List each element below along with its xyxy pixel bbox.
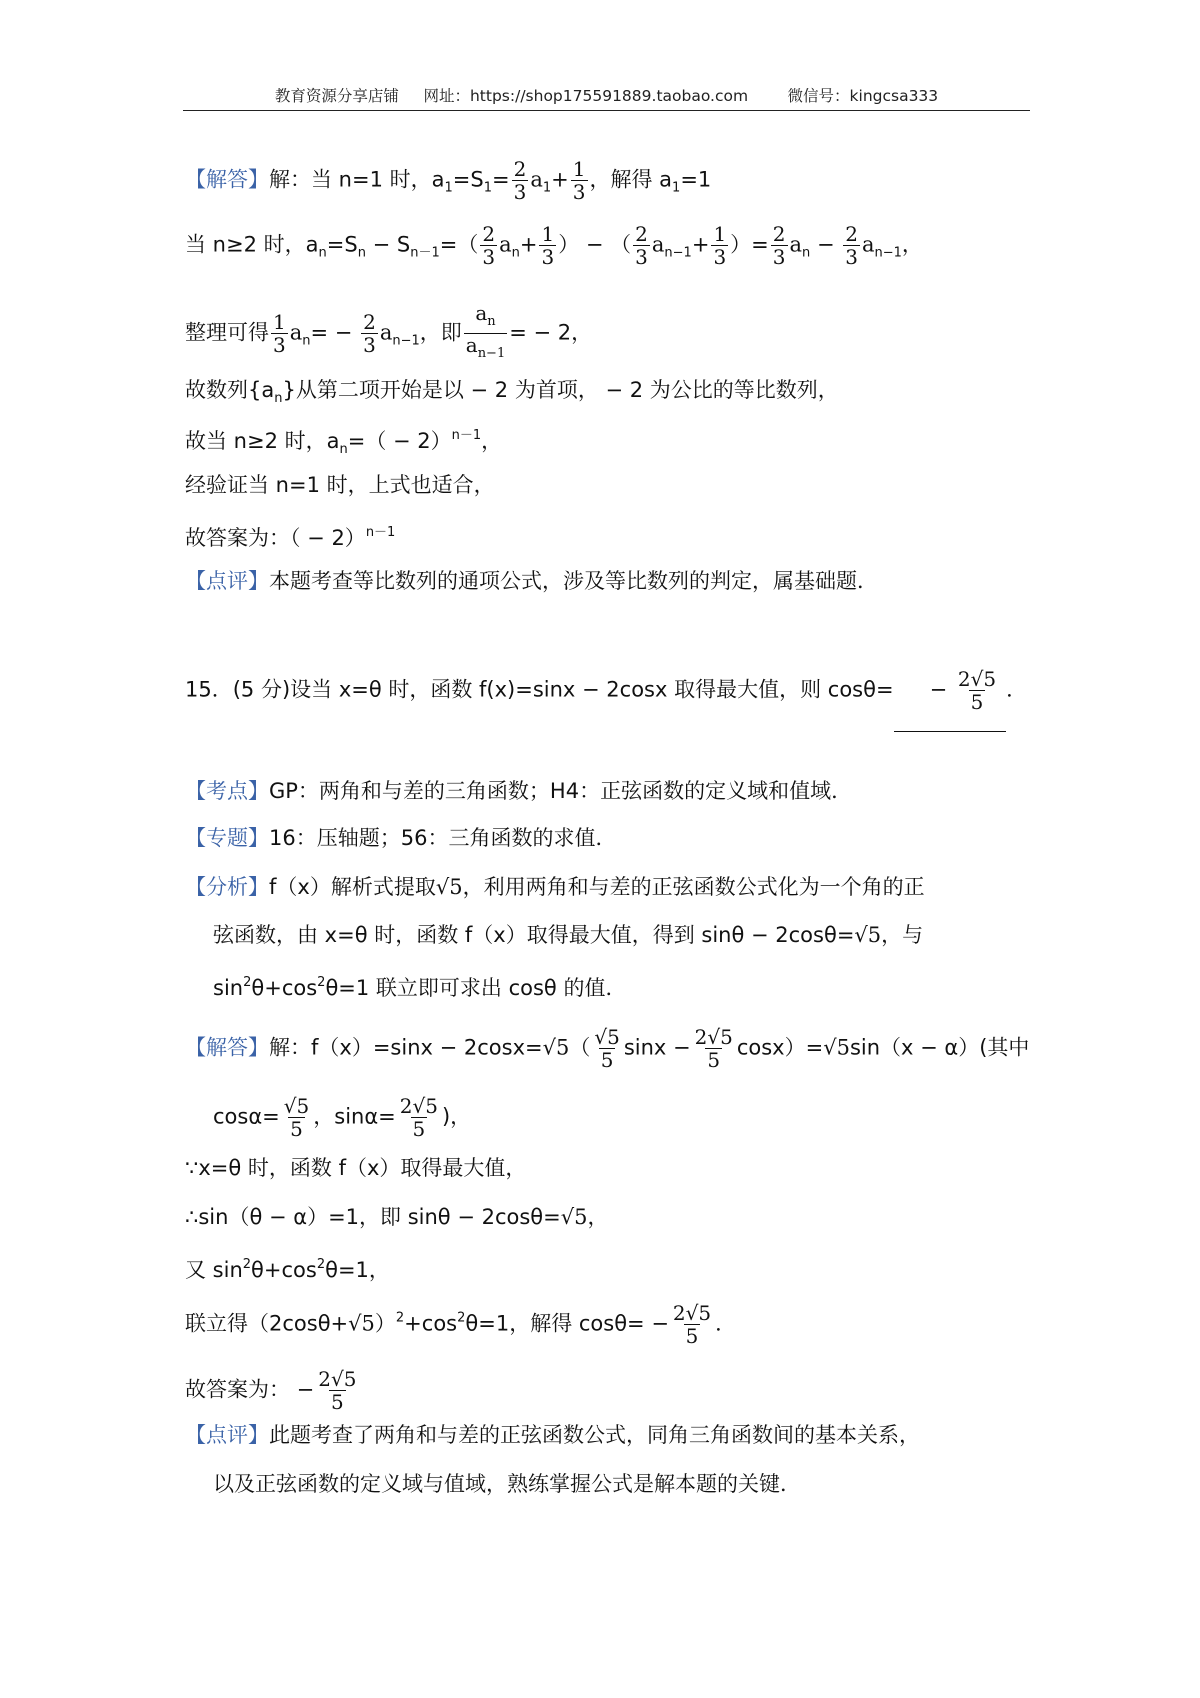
answer-blank: − $\frac{2√5}{5}$: [894, 668, 1007, 732]
q15-comment-line2: 以及正弦函数的定义域与值域，熟练掌握公式是解本题的关键．: [213, 1472, 801, 1496]
fraction: $\frac{2}{3}$: [482, 222, 496, 269]
fraction: $\frac{1}{3}$: [713, 222, 727, 269]
fraction: $\frac{2}{3}$: [845, 222, 858, 269]
q14-answer-line7: 故答案为：（ − 2）$^{n-1}$: [185, 525, 396, 550]
fraction: $\frac{2}{3}$: [363, 310, 376, 357]
q14-answer-line5: 故当 n≥2 时，$a_n=( - 2)^{n-1}$，: [185, 428, 503, 457]
fraction: $\frac{2}{3}$: [772, 222, 786, 269]
q15-answer-line2: cosα= $\frac{√5}{5}$ ，sinα= $\frac{2√5}{5}$ )，: [213, 1094, 472, 1141]
fraction: $\frac{2√5}{5}$: [399, 1094, 438, 1141]
fraction: $\frac{2√5}{5}$: [672, 1301, 712, 1348]
q15-zhuanti: 【专题】16：压轴题；56：三角函数的求值．: [185, 826, 617, 850]
fraction: $\frac{2}{3}$: [635, 222, 648, 269]
q14-answer-line6: 经验证当 n=1 时，上式也适合，: [185, 473, 495, 497]
q15-answer-line1: 【解答】解：f（x）=sinx − 2cosx=√5（ $\frac{√5}{5}$ sinx − $\frac{2√5}{5}$ cosx）=√5sin（x − α）(其中: [185, 1025, 1030, 1072]
page-header: [183, 84, 1030, 106]
q14-answer-line3: 整理可得 $\frac{1}{3}$ $a_n=$ − $\frac{2}{3}$ $a_{n-1}$，即 $\frac{a_n}{a_{n-1}}$ = − 2，: [185, 302, 592, 365]
fraction: $\frac{2√5}{5}$: [957, 667, 997, 714]
fenxi-tag: 【分析】: [185, 875, 269, 899]
dianping-tag: 【点评】: [185, 569, 269, 593]
q15-answer-line4: ∴sin（θ − α）=1，即 sinθ − 2cosθ=√5，: [185, 1205, 609, 1229]
fraction: $\frac{1}{3}$: [541, 222, 555, 269]
fraction: $\frac{2√5}{5}$: [318, 1367, 357, 1414]
q15-comment-line1: 【点评】此题考查了两角和与差的正弦函数公式，同角三角函数间的基本关系，: [185, 1423, 920, 1447]
shop-url[interactable]: https://shop175591889.taobao.com: [469, 87, 749, 105]
q15-answer-line6: 联立得$(2\cos\theta+√5)^2+\cos^2\theta=1$，解得 cosθ= − $\frac{2√5}{5}$ ．: [185, 1301, 737, 1348]
q15-fenxi-line1: 【分析】f（x）解析式提取√5，利用两角和与差的正弦函数公式化为一个角的正: [185, 875, 925, 899]
q15-question: 15．(5 分)设当 x=θ 时，函数 f(x)=sinx − 2cosx 取得最大值，则 cosθ= − $\frac{2√5}{5}$ ．: [185, 668, 1027, 732]
q15-answer-line5: 又 $\sin^2\theta+\cos^2\theta=1$，: [185, 1257, 390, 1282]
fraction: $\frac{√5}{5}$: [594, 1025, 620, 1072]
url-label: 网址：: [423, 87, 470, 105]
fraction: $\frac{1}{3}$: [273, 310, 286, 357]
q14-answer-line1: 【解答】解：当 n=1 时，$a_1=S_1=$ $\frac{2}{3}$ $a_1+$ $\frac{1}{3}$ ，解得 $a_1=1$: [185, 157, 712, 204]
kaodian-tag: 【考点】: [185, 779, 269, 803]
jieda-tag: 【解答】: [185, 167, 269, 192]
q15-fenxi-line3: $\sin^2\theta+\cos^2\theta=1$ 联立即可求出 cosθ 的值．: [213, 975, 627, 1000]
header-rule: [183, 110, 1030, 111]
fraction: $\frac{a_n}{a_{n-1}}$: [464, 302, 507, 365]
fraction: $\frac{1}{3}$: [572, 157, 586, 204]
fraction: $\frac{2}{3}$: [513, 157, 527, 204]
q15-fenxi-line2: 弦函数，由 x=θ 时，函数 f（x）取得最大值，得到 sinθ − 2cosθ=√5，与: [213, 923, 924, 947]
wechat-id: kingcsa333: [849, 87, 939, 105]
q14-answer-line4: 故数列$\{a_n\}$从第二项开始是以 − 2 为首项， − 2 为公比的等比数列，: [185, 378, 839, 406]
shop-name: 教育资源分享店铺: [274, 87, 399, 105]
q14-comment: 【点评】本题考查等比数列的通项公式，涉及等比数列的判定，属基础题．: [185, 569, 878, 593]
zhuanti-tag: 【专题】: [185, 826, 269, 850]
dianping-tag: 【点评】: [185, 1423, 269, 1447]
wechat-label: 微信号：: [787, 87, 850, 105]
fraction: $\frac{√5}{5}$: [283, 1094, 310, 1141]
q15-answer-line3: ∵x=θ 时，函数 f（x）取得最大值，: [185, 1156, 527, 1180]
q15-answer-line7: 故答案为： − $\frac{2√5}{5}$: [185, 1367, 357, 1414]
q14-answer-line2: 当 n≥2 时，$a_n=S_n - S_{n-1}=$（ $\frac{2}{3}$ $a_n+$ $\frac{1}{3}$ ） − （ $\frac{2}{3}$ $a_{n-1}+$ $\frac{1}{3}$ ）= $\frac{2}{3}$ $a_n$ − $\frac{2}{3}$ $a_{n-1}$，: [185, 222, 923, 269]
q15-kaodian: 【考点】GP：两角和与差的三角函数；H4：正弦函数的定义域和值域．: [185, 779, 853, 803]
jieda-tag: 【解答】: [185, 1035, 269, 1060]
fraction: $\frac{2√5}{5}$: [694, 1025, 733, 1072]
